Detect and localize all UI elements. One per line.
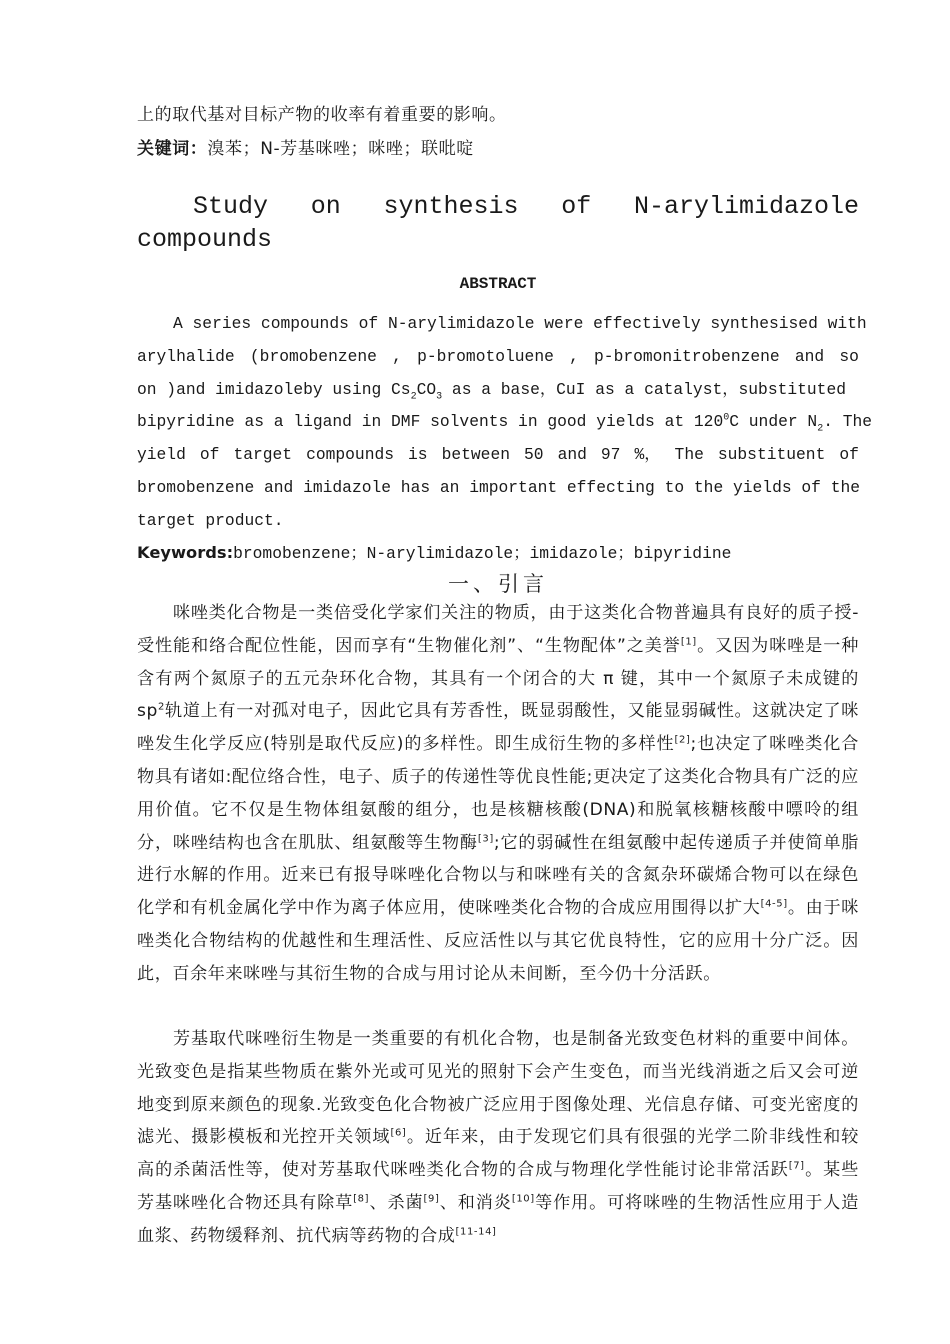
body-text: 。由于咪唑类化合物结构的优越性和生理活性、反应活性以与其它优良特性，它的应用十分广泛。因此，百余年来咪唑与其衍生物的合成与用讨论从未间断，至今仍十分活跃。: [137, 898, 860, 984]
english-title: [137, 190, 859, 256]
abstract-word: compounds: [306, 445, 395, 465]
citation: [4-5]: [760, 898, 788, 910]
abstract-word: is: [408, 445, 428, 465]
abstract-word: and: [557, 445, 587, 465]
cn-keywords-text: 溴苯；N-芳基咪唑；咪唑；联吡啶: [207, 139, 474, 159]
body-text: 轨道上有一对孤对电子，因此它具有芳香性，既显弱酸性，又能显弱碱性。这就决定了咪唑发生化学反应(特别是取代反应)的多样性。即生成衍生物的多样性: [137, 701, 859, 755]
body-text: ;也决定了咪唑类化合物具有诸如:配位络合性，电子、质子的传递性等优良性能;更决定了这类化合物具有广泛的应用价值。它不仅是生物体组氨酸的组分，也是核糖核酸(DNA)和脱氧核糖核酸中嘌呤的组分，咪唑结构也含在肌肽、组氨酸等生物酶: [137, 734, 859, 853]
abstract-text-part: bipyridine as a ligand in DMF solvents in good yields at 120: [137, 412, 724, 432]
abstract-word: p-bromotoluene: [417, 346, 554, 366]
citation: [10]: [511, 1193, 535, 1205]
abstract-text-part: as a base，CuI as a catalyst，substituted: [442, 379, 846, 399]
body-text: 。近年来，由于发现它们具有很强的光学二阶非线性和较高的杀菌活性等，使对芳基取代咪唑类化合物的合成与物理化学性能讨论非常活跃: [137, 1127, 859, 1181]
abstract-text-part: C under N: [729, 412, 818, 432]
citation: [1]: [680, 636, 697, 648]
abstract-word: and: [794, 346, 825, 366]
abstract-word: of: [839, 445, 859, 465]
citation: [2]: [674, 734, 691, 746]
abstract-word: target: [233, 445, 293, 465]
abstract-word: p-bromonitrobenzene: [594, 346, 780, 366]
abstract-word: between: [441, 445, 510, 465]
body-text: ;它的弱碱性在组氨酸中起传递质子并使简单脂进行水解的作用。近来已有报导咪唑化合物以与和咪唑有关的含氮杂环碳烯合物可以在绿色化学和有机金属化学中作为离子体应用，使咪唑类化合物的合成应用围得以扩大: [137, 832, 860, 919]
body-text: 、和消炎: [439, 1192, 512, 1213]
abstract-text: [137, 406, 872, 439]
abstract-line: [137, 439, 859, 472]
citation: [11-14]: [455, 1226, 497, 1238]
title-word: Study: [193, 192, 269, 221]
body-text: 等作用。可将咪唑的生物活性应用于人造血浆、药物缓释剂、抗代病等药物的合成: [137, 1192, 859, 1246]
abstract-word: so: [839, 346, 859, 366]
abstract-word: arylhalide: [137, 346, 235, 366]
subscript: 2: [817, 423, 824, 435]
body-text: 咪唑类化合物是一类倍受化学家们关注的物质，由于这类化合物普遍具有良好的质子授-受性能和络合配位性能，因而享有“生物催化剂”、“生物配体”之美誉: [137, 603, 859, 656]
body-text: 。某些芳基咪唑化合物还具有除草: [137, 1160, 859, 1213]
abstract-word: yield: [137, 445, 186, 465]
abstract-line: [137, 341, 859, 374]
abstract-word: substituent: [717, 445, 826, 465]
abstract-text-part: . The: [823, 412, 873, 432]
section-title: 一、引言: [448, 572, 548, 596]
abstract-text: target product.: [137, 510, 284, 530]
citation: [8]: [353, 1193, 370, 1205]
abstract-cn-tail: 上的取代基对目标产物的收率有着重要的影响。: [137, 105, 507, 125]
en-keywords-label: Keywords:: [137, 543, 234, 562]
cn-keywords-label: 关键词：: [137, 139, 208, 159]
title-word: of: [561, 192, 592, 221]
abstract-text: [137, 374, 846, 407]
abstract-line: [137, 374, 859, 407]
citation: [3]: [477, 832, 494, 844]
abstract-word: The: [674, 445, 704, 465]
abstract-text: A series compounds of N-arylimidazole were effectively synthesised with: [173, 314, 867, 333]
abstract-word: 50: [524, 445, 544, 465]
citation: [7]: [788, 1160, 805, 1172]
body-text: 。又因为咪唑是一种含有两个氮原子的五元杂环化合物，其具有一个闭合的大 π 键，其中一个氮原子未成键的sp: [137, 635, 859, 722]
abstract-line: [137, 308, 867, 341]
subscript: 3: [436, 390, 443, 402]
title-word: on: [310, 192, 341, 221]
abstract-word: of: [199, 445, 220, 465]
abstract-text: bromobenzene and imidazole has an important effecting to the yields of the: [137, 477, 861, 497]
cn-keywords: [137, 134, 859, 159]
intro-paragraph-1: [137, 597, 859, 991]
body-text: 、杀菌: [369, 1192, 424, 1213]
superscript: 0: [723, 412, 730, 424]
title-line-2: compounds: [137, 225, 273, 254]
citation: [6]: [390, 1127, 407, 1139]
abstract-word: 97: [600, 445, 621, 465]
intro-paragraph-2: [137, 1023, 859, 1253]
abstract-word: (bromobenzene: [249, 346, 377, 366]
abstract-word: ,: [569, 346, 579, 366]
abstract-text-part: CO: [416, 379, 437, 399]
en-keywords: [137, 539, 859, 563]
subscript: 2: [410, 390, 417, 402]
abstract-line: [137, 406, 873, 439]
title-word: N-arylimidazole: [633, 192, 859, 221]
abstract-word: %，: [634, 445, 661, 465]
abstract-text-part: on )and imidazoleby using Cs: [137, 379, 411, 399]
abstract-body: [137, 308, 873, 538]
title-word: synthesis: [383, 192, 519, 221]
body-text: 芳基取代咪唑衍生物是一类重要的有机化合物，也是制备光致变色材料的重要中间体。光致变色是指某些物质在紫外光或可见光的照射下会产生变色，而当光线消逝之后又会可逆地变到原来颜色的现象.光致变色化合物被广泛应用于图像处理、光信息存储、可变光密度的滤光、摄影模板和光控开关领域: [137, 1029, 859, 1148]
superscript: 2: [157, 701, 165, 713]
abstract-word: ,: [392, 346, 402, 366]
en-keywords-text: bromobenzene；N-arylimidazole；imidazole；bipyridine: [233, 544, 732, 563]
abstract-line: [137, 505, 859, 538]
abstract-line: [137, 472, 859, 505]
citation: [9]: [423, 1193, 440, 1205]
abstract-heading: ABSTRACT: [459, 275, 537, 293]
